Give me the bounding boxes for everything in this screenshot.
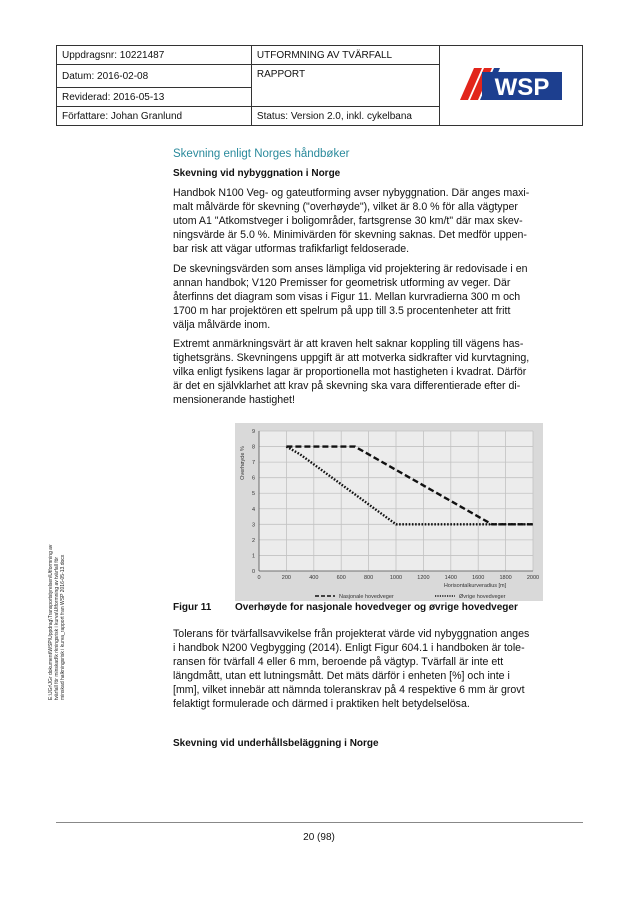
figure-caption-text: Overhøyde for nasjonale hovedveger og øvrige hovedveger	[235, 602, 518, 613]
x-tick-label: 200	[281, 575, 291, 581]
author: Författare: Johan Granlund	[57, 107, 252, 126]
x-axis-label: Horisontalkurveradius [m]	[443, 583, 507, 589]
y-tick-label: 4	[251, 506, 255, 513]
section-title: Skevning enligt Norges håndbøker	[173, 148, 350, 160]
y-axis-label: Overhøyde %	[240, 446, 246, 480]
legend-label: Nasjonale hovedveger	[339, 594, 394, 600]
y-tick-label: 2	[251, 537, 255, 544]
y-tick-label: 8	[251, 444, 255, 451]
subsection-title: Skevning vid nybyggnation i Norge	[173, 168, 341, 179]
x-tick-label: 1200	[417, 575, 430, 581]
x-tick-label: 0	[257, 575, 261, 581]
date: Datum: 2016-02-08	[57, 65, 252, 88]
x-tick-label: 600	[336, 575, 346, 581]
x-tick-label: 400	[309, 575, 319, 581]
y-tick-label: 3	[251, 522, 255, 529]
page-number: 20 (98)	[303, 832, 335, 843]
figure-number: Figur 11	[173, 602, 212, 613]
file-path: E:\JGr\JGr dokument\WSP\Uppdrag\Transportstyrelsen\Utformning av tvärfall för minskad\k rkningsrisk i kurva\Utformning av tvärfall för minskad halkningsrisk i kurva_rapport fran WSP 2016-05-13.docx	[48, 544, 66, 700]
wsp-logo	[439, 46, 582, 126]
assignment-number: Uppdragsnr: 10221487	[57, 46, 252, 65]
paragraph-3: Extremt anmärkningsvärt är att kraven helt saknar koppling till vägens has- tighetsgräns. Skevningens uppgift är att motverka sidkrafter vid kurvtagning, vilka enligt fysikens lagar är proportionella mot hastigheten i kvadrat. Därför är det en självklarhet att krav på skevning ska vara differentierade efter di- mensionerande hastighet!	[173, 338, 530, 406]
x-tick-label: 1800	[499, 575, 512, 581]
header-table	[56, 45, 583, 126]
x-tick-label: 1000	[389, 575, 403, 581]
x-tick-label: 1600	[472, 575, 485, 581]
y-tick-label: 7	[251, 460, 255, 467]
paragraph-2: De skevningsvärden som anses lämpliga vid projektering är redovisade i en annan handbok; V120 Premisser for geometrisk utforming av veger. Där återfinns det diagram som visas i Figur 11. Mellan kurvradierna 300 m och 1700 m har projektören ett spelrum på upp till 3.5 procentenheter att fritt välja målvärde inom.	[173, 263, 528, 331]
x-tick-label: 2000	[526, 575, 540, 581]
y-tick-label: 6	[251, 475, 255, 482]
paragraph-1: Handbok N100 Veg- og gateutforming avser nybyggnation. Där anges maxi- malt målvärde för skevning ("overhøyde"), vilket är 8.0 % för alla vägtyper utom A1 "Atkomstveger i boligområder, fartsgrense 30 km/t" där max skev- ningsvärde är 5.0 %. Minimivärden för skevning saknas. Det medför uppen- bar risk att vägar utformas trafikfarligt feldoserade.	[173, 187, 530, 255]
x-tick-label: 1400	[444, 575, 457, 581]
y-tick-label: 9	[251, 429, 255, 435]
y-tick-label: 0	[251, 569, 255, 575]
status: Status: Version 2.0, inkl. cykelbana	[251, 107, 439, 126]
document-type: RAPPORT	[251, 65, 439, 107]
subsection-title-2: Skevning vid underhållsbeläggning i Norge	[173, 738, 379, 749]
x-tick-label: 800	[364, 575, 374, 581]
logo-text: WSP	[494, 74, 550, 101]
revised-date: Reviderad: 2016-05-13	[57, 88, 252, 107]
y-tick-label: 5	[251, 491, 255, 498]
figure-caption	[173, 602, 593, 613]
paragraph-4: Tolerans för tvärfallsavvikelse från projekterat värde vid nybyggnation anges i handbok N200 Vegbygging (2014). Enligt Figur 604.1 i handboken är tole- ransen för tvärfall 4 eller 6 mm, beroende på vägtyp. Tvärfall är inte ett längdmått, utan ett lutningsmått. Det mäts därför i enheten [%] och inte i [mm], vilket innebär att nämnda toleranskrav på 4 respektive 6 mm är grovt felaktigt formulerade och därmed i praktiken helt betydelselösa.	[173, 628, 530, 710]
document-title: UTFORMNING AV TVÄRFALL	[251, 46, 439, 65]
y-tick-label: 1	[251, 553, 255, 560]
footer-divider	[56, 822, 583, 823]
legend-label: Øvrige hovedveger	[459, 594, 506, 600]
overhoyde-chart	[235, 423, 543, 601]
